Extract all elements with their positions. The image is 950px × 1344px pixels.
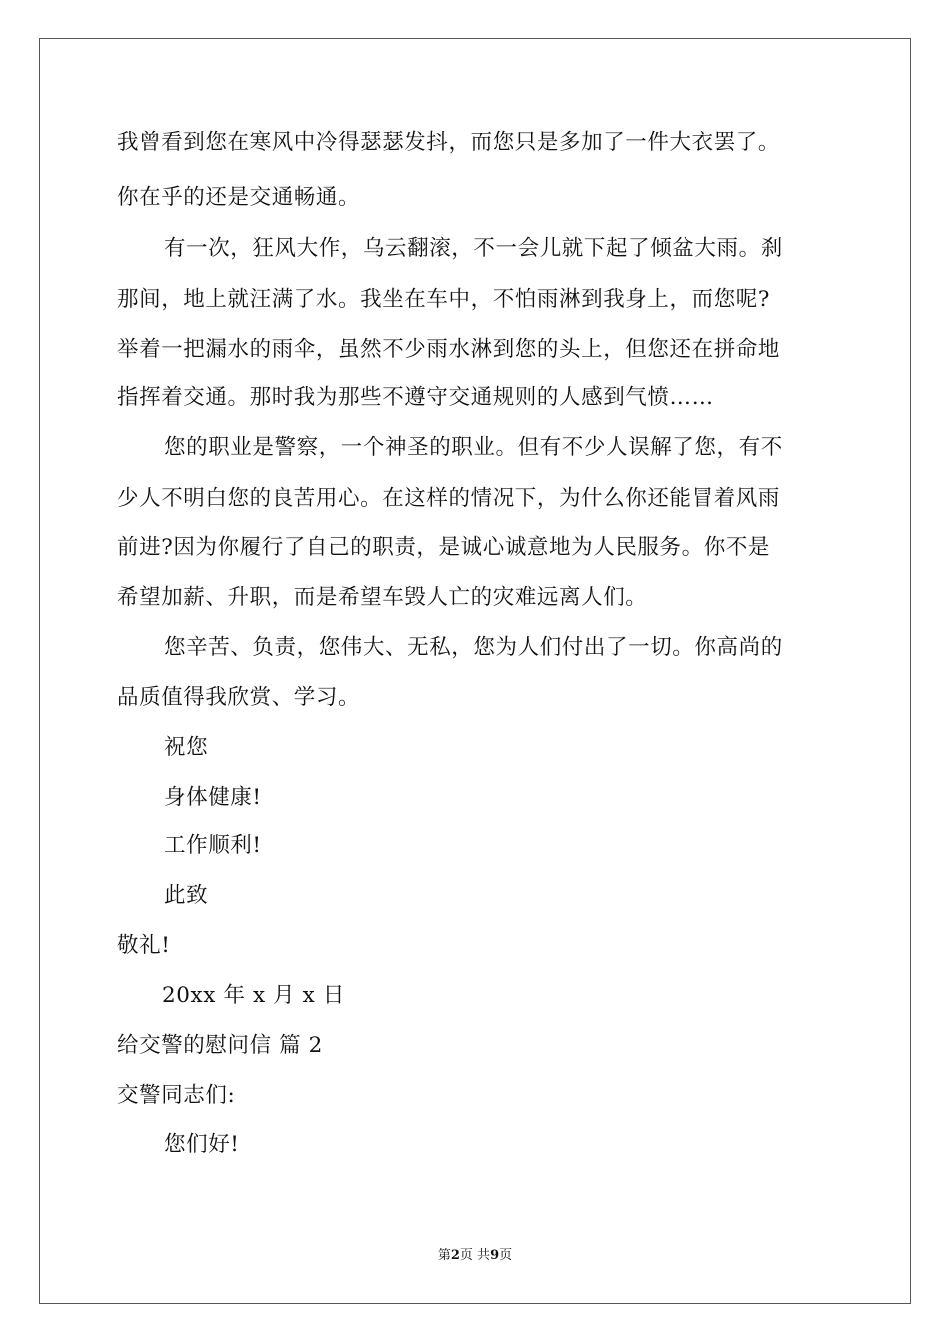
text-line: 此致 (164, 883, 209, 908)
text-line: 您辛苦、负责，您伟大、无私，您为人们付出了一切。你高尚的 (164, 635, 783, 660)
section-heading: 给交警的慰问信 篇 2 (117, 1033, 323, 1058)
text-line: 希望加薪、升职，而是希望车毁人亡的灾难远离人们。 (117, 585, 648, 610)
salutation: 交警同志们: (117, 1083, 236, 1108)
footer-total-pages: 9 (490, 1248, 500, 1263)
footer-prefix: 第 (437, 1248, 451, 1263)
text-line: 前进?因为你履行了自己的职责，是诚心诚意地为人民服务。你不是 (117, 535, 771, 560)
text-line: 品质值得我欣赏、学习。 (117, 685, 361, 710)
text-line: 我曾看到您在寒风中冷得瑟瑟发抖，而您只是多加了一件大衣罢了。 (117, 130, 781, 155)
text-line: 你在乎的还是交通畅通。 (117, 185, 361, 210)
text-line: 身体健康! (164, 785, 262, 810)
text-line: 敬礼! (117, 933, 171, 958)
text-line: 少人不明白您的良苦用心。在这样的情况下，为什么你还能冒着风雨 (117, 486, 781, 511)
date-line: 20xx 年 x 月 x 日 (162, 983, 345, 1008)
text-line: 有一次，狂风大作，乌云翻滚，不一会儿就下起了倾盆大雨。刹 (164, 236, 783, 261)
text-line: 您的职业是警察，一个神圣的职业。但有不少人误解了您，有不 (164, 435, 783, 460)
text-line: 举着一把漏水的雨伞，虽然不少雨水淋到您的头上，但您还在拼命地 (117, 337, 781, 362)
footer-mid: 页 共 (459, 1248, 491, 1263)
greeting: 您们好! (164, 1132, 240, 1157)
footer-suffix: 页 (499, 1248, 513, 1263)
page-footer (0, 1248, 950, 1264)
page-border (39, 38, 911, 1304)
footer-current-page: 2 (450, 1248, 460, 1263)
text-line: 工作顺利! (164, 833, 262, 858)
text-line: 祝您 (164, 735, 209, 760)
text-line: 指挥着交通。那时我为那些不遵守交通规则的人感到气愤…… (117, 385, 714, 410)
text-line: 那间，地上就汪满了水。我坐在车中，不怕雨淋到我身上，而您呢? (117, 287, 771, 312)
